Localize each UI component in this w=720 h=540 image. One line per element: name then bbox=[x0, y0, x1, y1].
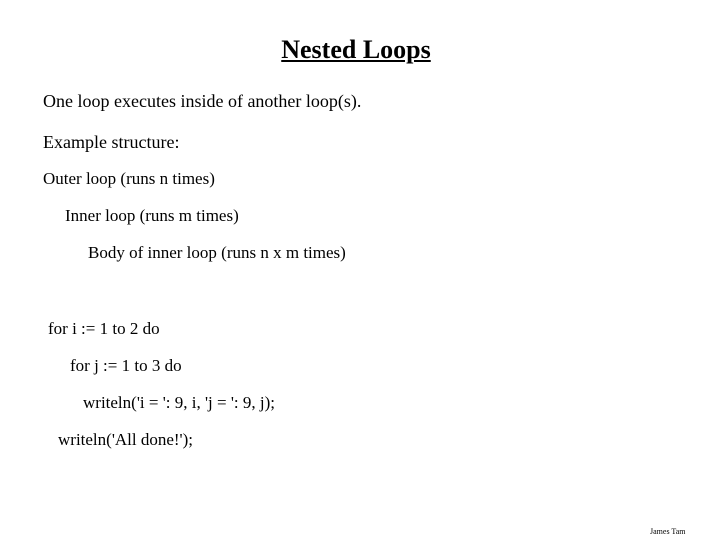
slide-title: Nested Loops bbox=[281, 35, 431, 64]
author-credit: James Tam bbox=[650, 527, 686, 536]
structure-loop-body: Body of inner loop (runs n x m times) bbox=[88, 243, 346, 262]
intro-text: One loop executes inside of another loop(s). bbox=[43, 91, 362, 111]
code-line-outer-for: for i := 1 to 2 do bbox=[48, 319, 160, 338]
structure-inner-loop: Inner loop (runs m times) bbox=[65, 206, 239, 225]
code-line-writeln-values: writeln('i = ': 9, i, 'j = ': 9, j); bbox=[83, 393, 275, 412]
code-line-inner-for: for j := 1 to 3 do bbox=[70, 356, 182, 375]
structure-outer-loop: Outer loop (runs n times) bbox=[43, 169, 215, 188]
example-heading: Example structure: bbox=[43, 132, 180, 152]
code-line-writeln-done: writeln('All done!'); bbox=[58, 430, 194, 449]
